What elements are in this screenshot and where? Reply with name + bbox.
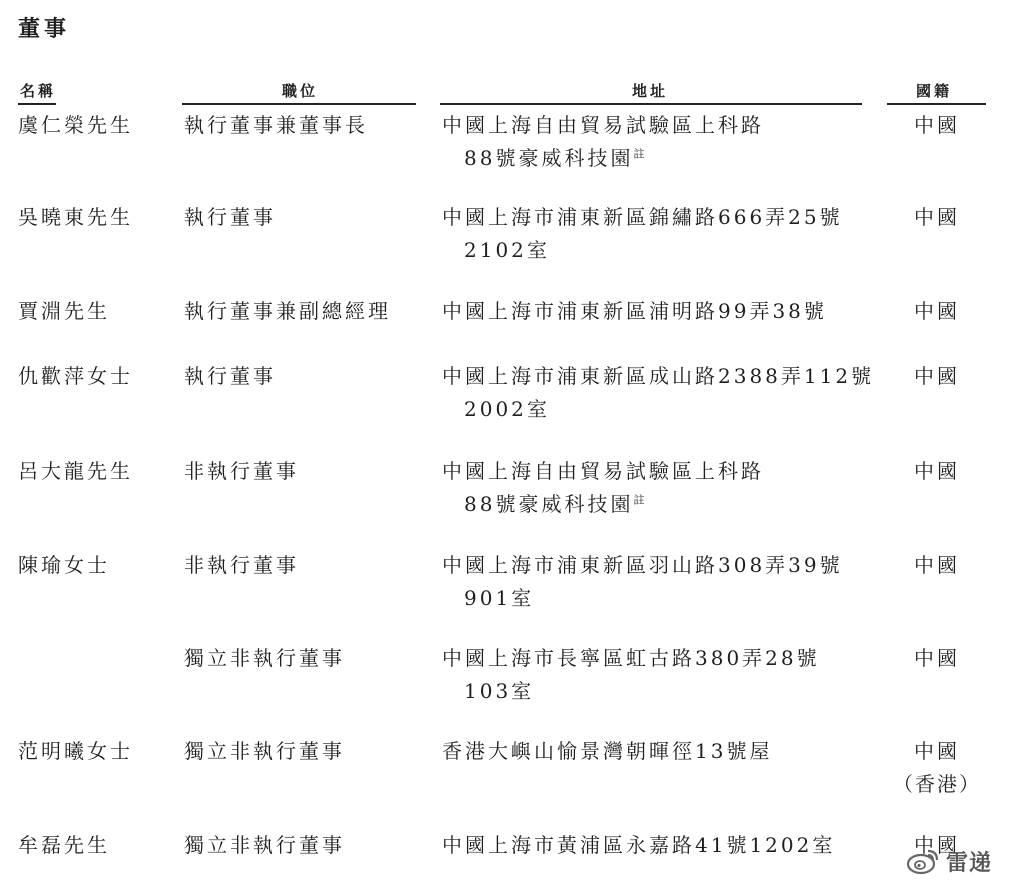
address-line-1: 中國上海自由貿易試驗區上科路 (442, 113, 764, 137)
director-nationality (888, 455, 986, 488)
director-name: 陳瑜女士 (18, 553, 110, 577)
address-line-1: 中國上海市長寧區虹古路380弄28號 (442, 646, 820, 670)
nationality-line-1: 中國 (914, 646, 960, 670)
director-nationality (888, 295, 986, 328)
address-line-2-text: 88號豪威科技園 (464, 492, 634, 516)
address-line-2: 901室 (464, 586, 535, 610)
director-address (442, 735, 772, 768)
address-line-1: 中國上海市浦東新區錦繡路666弄25號 (442, 205, 843, 229)
address-line-2: 103室 (464, 679, 535, 703)
director-position: 獨立非執行董事 (184, 833, 345, 857)
address-line-2-text: 88號豪威科技園 (464, 146, 634, 170)
address-line-1: 香港大嶼山愉景灣朝暉徑13號屋 (442, 739, 773, 763)
director-address (442, 642, 820, 708)
header-nationality: 國籍 (916, 82, 953, 100)
nationality-line-1: 中國 (914, 739, 960, 763)
director-nationality (888, 201, 986, 234)
director-name: 范明曦女士 (18, 739, 133, 763)
nationality-line-1: 中國 (914, 113, 960, 137)
address-line-2 (442, 142, 764, 175)
address-line-1: 中國上海市浦東新區成山路2388弄112號 (442, 364, 875, 388)
director-name: 吳曉東先生 (18, 205, 133, 229)
director-nationality (888, 109, 986, 142)
director-address (442, 455, 764, 521)
header-nationality-rule (887, 103, 986, 105)
director-nationality (888, 735, 986, 801)
nationality-line-1: 中國 (914, 299, 960, 323)
header-position: 職位 (282, 82, 319, 100)
director-position: 執行董事兼副總經理 (184, 299, 391, 323)
director-position: 非執行董事 (184, 459, 299, 483)
director-nationality (888, 642, 986, 675)
header-name: 名稱 (20, 82, 57, 100)
director-address (442, 201, 843, 267)
watermark-text: 雷递 (946, 850, 993, 876)
nationality-line-1: 中國 (914, 364, 960, 388)
director-name: 呂大龍先生 (18, 459, 133, 483)
address-line-2: 2002室 (464, 397, 550, 421)
director-nationality (888, 549, 986, 582)
footnote-mark: 註 (633, 147, 645, 161)
footnote-mark: 註 (633, 493, 645, 507)
director-address (442, 549, 843, 615)
director-position: 獨立非執行董事 (184, 739, 345, 763)
director-position: 非執行董事 (184, 553, 299, 577)
director-position: 執行董事 (184, 205, 276, 229)
address-line-1: 中國上海市浦東新區羽山路308弄39號 (442, 553, 843, 577)
watermark (906, 842, 992, 880)
director-name: 牟磊先生 (18, 833, 110, 857)
address-line-1: 中國上海自由貿易試驗區上科路 (442, 459, 764, 483)
header-address-rule (440, 103, 862, 105)
nationality-line-1: 中國 (914, 553, 960, 577)
director-name: 仇歡萍女士 (18, 364, 133, 388)
director-position: 獨立非執行董事 (184, 646, 345, 670)
nationality-line-2: （香港） (893, 772, 981, 796)
nationality-line-1: 中國 (914, 459, 960, 483)
header-name-rule (18, 103, 56, 105)
nationality-line-1: 中國 (914, 205, 960, 229)
weibo-icon (906, 847, 940, 875)
address-line-2: 2102室 (464, 238, 550, 262)
director-address (442, 829, 835, 862)
director-address (442, 295, 827, 328)
address-line-1: 中國上海市浦東新區浦明路99弄38號 (442, 299, 827, 323)
director-name: 賈淵先生 (18, 299, 110, 323)
director-address (442, 360, 874, 426)
header-position-rule (182, 103, 416, 105)
address-line-1: 中國上海市黃浦區永嘉路41號1202室 (442, 833, 836, 857)
nationality-line-1: 中國 (914, 833, 960, 857)
director-address (442, 109, 764, 175)
director-nationality (888, 360, 986, 393)
director-position: 執行董事 (184, 364, 276, 388)
page-title: 董事 (18, 16, 71, 42)
director-name: 虞仁榮先生 (18, 113, 133, 137)
director-position: 執行董事兼董事長 (184, 113, 368, 137)
header-address: 地址 (632, 82, 669, 100)
address-line-2 (442, 488, 764, 521)
